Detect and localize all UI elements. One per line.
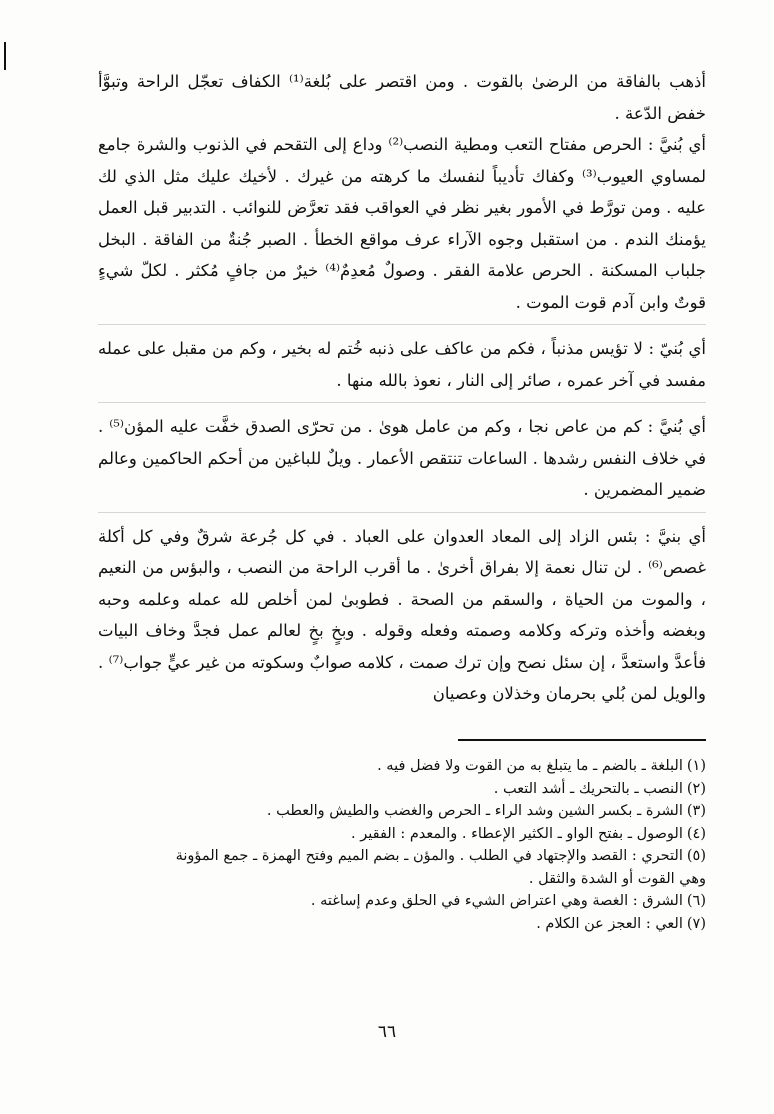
page-edge-mark xyxy=(4,42,6,70)
footnote-item xyxy=(150,823,706,846)
footnote-number: (٦) xyxy=(686,893,706,909)
footnote-number: (٧) xyxy=(686,915,706,932)
footnote-text: البلغة ـ بالضم ـ ما يتبلغ به من القوت ولا فضل فيه . xyxy=(377,758,683,774)
main-text xyxy=(98,66,706,710)
paragraph: أي بُنيّ : لا تؤيس مذنباً ، فكم من عاكف على ذنبه خُتم له بخير ، وكم من مقبل على عمله مفسد في آخر عمره ، صائر إلى النار ، نعوذ بالله منها . xyxy=(98,333,706,403)
paragraph: أي بنيَّ : بئس الزاد إلى المعاد العدوان على العباد . في كل جُرعة شرقٌ وفي كل أكلة غصص⁽⁶⁾ . لن تنال نعمة إلا بفراق أخرىٰ . ما أقرب الراحة من النصب ، والبؤس من النعيم ، والموت من الحياة ، والسقم من الصحة . فطوبىٰ لمن أخلص لله عمله وعلمه وحبه وبغضه وأخذه وتركه وكلامه وصمته وفعله وقوله . وبخٍ بخٍ لعالم عمل فجدَّ وخاف البيات فأعدَّ واستعدَّ ، إن سئل نصح وإن ترك صمت ، كلامه صوابٌ وسكوته من غير عيٍّ جواب⁽⁷⁾ . والويل لمن بُلي بحرمان وخذلان وعصيان xyxy=(98,526,706,703)
footnote-number: (٥) xyxy=(686,848,706,864)
footnote-text: الشرة ـ بكسر الشين وشد الراء ـ الحرص والغضب والطيش والعطب . xyxy=(266,803,683,819)
footnote-text: العي : العجز عن الكلام . xyxy=(536,915,683,932)
footnote-text: الشرق : الغصة وهي اعتراض الشيء في الحلق وعدم إساغته . xyxy=(310,893,683,909)
footnote-item xyxy=(150,890,706,913)
footnotes xyxy=(150,755,706,935)
footnote-number: (١) xyxy=(686,758,706,774)
footnote-item xyxy=(150,800,706,823)
footnote-number: (٤) xyxy=(686,825,706,842)
paragraph: أي بُنيَّ : الحرص مفتاح التعب ومطية النصب⁽²⁾ وداع إلى التقحم في الذنوب والشرة جامع لمساوي العيوب⁽³⁾ وكفاك تأديباً لنفسك ما كرهته من غيرك . لأخيك عليك مثل الذي لك عليه . ومن تورَّط في الأمور بغير نظر في العواقب فقد تعرَّض للنوائب . التدبير قبل العمل يؤمنك الندم . من استقبل وجوه الآراء عرف مواقع الخطأ . الصبر جُنةٌ من الفاقة . البخل جلباب المسكنة . الحرص علامة الفقر . وصولٌ مُعدِمٌ⁽⁴⁾ خيرٌ من جافٍ مُكثر . لكلّ شيءٍ قوتٌ وابن آدم قوت الموت . xyxy=(98,129,706,325)
footnote-text: الوصول ـ بفتح الواو ـ الكثير الإعطاء . والمعدم : الفقير . xyxy=(351,825,683,842)
footnote-number: (٣) xyxy=(686,803,706,819)
paragraph: أي بُنيَّ : كم من عاص نجا ، وكم من عامل هوىٰ . من تحرّى الصدق خفَّت عليه المؤن⁽⁵⁾ . في خلاف النفس رشدها . الساعات تنتقص الأعمار . ويلٌ للباغين من أحكم الحاكمين وعالم ضمير المضمرين . xyxy=(98,411,706,513)
footnote-separator xyxy=(458,739,706,741)
footnote-text: النصب ـ بالتحريك ـ أشد التعب . xyxy=(493,780,683,797)
footnote-item xyxy=(150,845,706,890)
page-number: ٦٦ xyxy=(377,1022,397,1042)
paragraph: أذهب بالفاقة من الرضىٰ بالقوت . ومن اقتصر على بُلغة⁽¹⁾ الكفاف تعجّل الراحة وتبوَّأ خفض الدّعة . xyxy=(98,72,706,123)
footnote-item xyxy=(150,755,706,778)
footnote-text: التحري : القصد والإجتهاد في الطلب . والمؤن ـ بضم الميم وفتح الهمزة ـ جمع المؤونة وهي القوت أو الشدة والثقل . xyxy=(175,848,706,887)
footnote-number: (٢) xyxy=(686,780,706,797)
footnote-item xyxy=(150,913,706,936)
footnote-item xyxy=(150,778,706,801)
